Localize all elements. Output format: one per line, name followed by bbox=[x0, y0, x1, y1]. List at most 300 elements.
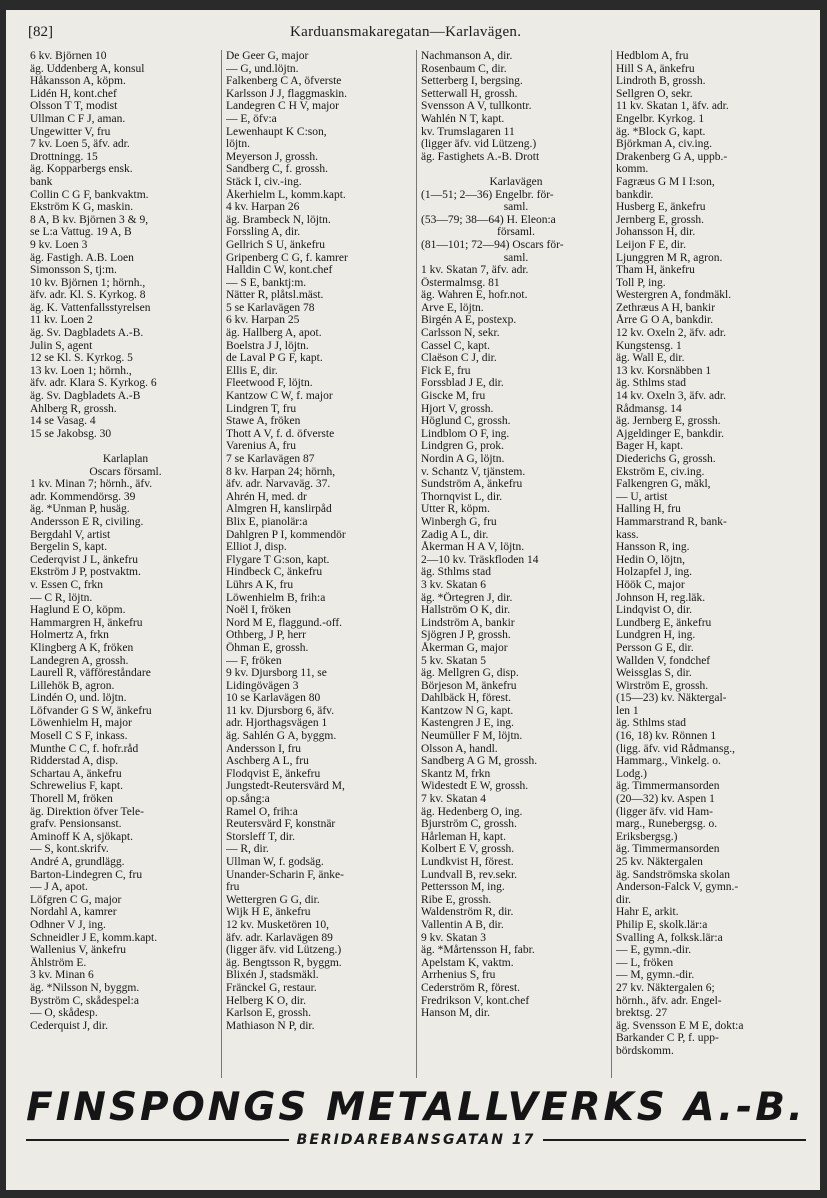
directory-entry: Kantzow N G, kapt. bbox=[421, 704, 514, 717]
directory-entry: saml. bbox=[503, 201, 529, 214]
directory-entry: Engelbr. Kyrkog. 1 bbox=[616, 112, 705, 125]
directory-entry: Lindqvist O, dir. bbox=[616, 604, 693, 617]
directory-entry: hörnh., äfv. adr. Engel- bbox=[616, 994, 722, 1007]
directory-entry: Drakenberg G A, uppb.- bbox=[616, 150, 728, 163]
directory-entry: Aminoff K A, sjökapt. bbox=[30, 830, 133, 843]
directory-entry: Almgren H, kanslirpåd bbox=[226, 503, 332, 516]
directory-entry: Fagræus G M I I:son, bbox=[616, 175, 715, 188]
directory-entry: Ekström K G, maskin. bbox=[30, 201, 134, 214]
directory-entry: Johansson H, dir. bbox=[616, 226, 696, 239]
directory-entry: Lindström A, bankir bbox=[421, 616, 515, 629]
directory-entry: Schrewelius F, kapt. bbox=[30, 780, 123, 793]
directory-entry: Othberg, J P, herr bbox=[226, 629, 306, 642]
directory-entry: äg. Sv. Dagbladets A.-B bbox=[30, 390, 141, 403]
directory-entry: — S E, banktj:m. bbox=[226, 276, 307, 289]
directory-entry: Storsleff T, dir. bbox=[226, 830, 295, 843]
directory-entry: 6 kv. Björnen 10 bbox=[30, 50, 107, 62]
directory-entry: Fick E, fru bbox=[421, 364, 471, 377]
directory-entry: Ungewitter V, fru bbox=[30, 125, 111, 138]
directory-page bbox=[6, 10, 820, 1190]
directory-entry: 8 A, B kv. Björnen 3 & 9, bbox=[30, 213, 149, 226]
directory-entry: Ribe E, grossh. bbox=[421, 893, 492, 906]
directory-entry: — U, artist bbox=[616, 490, 668, 503]
directory-entry: Philip E, skolk.lär:a bbox=[616, 918, 708, 931]
directory-entry: Karlsson J J, flaggmaskin. bbox=[226, 87, 348, 100]
directory-entry: Ahrén H, med. dr bbox=[226, 490, 307, 503]
directory-entry: (20—32) kv. Aspen 1 bbox=[616, 793, 715, 806]
directory-entry: 3 kv. Minan 6 bbox=[30, 969, 94, 982]
directory-entry: Lundkvist H, förest. bbox=[421, 856, 514, 868]
directory-entry: Cederqvist J L, änkefru bbox=[30, 553, 138, 566]
directory-entry: (16, 18) kv. Rönnen 1 bbox=[616, 730, 717, 743]
directory-entry: Julin S, agent bbox=[30, 339, 93, 352]
directory-entry: Håkansson A, köpm. bbox=[30, 75, 126, 88]
directory-entry: Ekström E, civ.ing. bbox=[616, 465, 705, 478]
directory-entry: äg. Jernberg E, grossh. bbox=[616, 415, 721, 428]
directory-entry: Hårleman H, kapt. bbox=[421, 830, 506, 843]
directory-entry: 6 kv. Harpan 25 bbox=[226, 314, 300, 327]
directory-entry: Birgén A E, postexp. bbox=[421, 314, 517, 327]
directory-entry: äg. Sv. Dagbladets A.-B. bbox=[30, 327, 144, 340]
directory-column-2 bbox=[221, 50, 416, 1078]
directory-entry: 25 kv. Näktergalen bbox=[616, 856, 703, 868]
directory-entry: Laurell R, väfföreståndare bbox=[30, 667, 151, 680]
directory-entry: Cassel C, kapt. bbox=[421, 339, 490, 352]
advertisement-name: FINSPONGS METALLVERKS A.-B. bbox=[26, 1085, 806, 1130]
directory-entry: Zadig A L, dir. bbox=[421, 528, 489, 541]
directory-entry: Lidén H, kont.chef bbox=[30, 87, 117, 100]
directory-entry: Löfgren C G, major bbox=[30, 893, 122, 906]
directory-entry: Björkman A, civ.ing. bbox=[616, 138, 713, 151]
directory-entry: äg. Hedenberg O, ing. bbox=[421, 805, 523, 818]
directory-entry: Hindbeck C, änkefru bbox=[226, 566, 323, 579]
directory-entry: Thorell M, fröken bbox=[30, 793, 113, 806]
directory-entry: Blix E, pianolär:a bbox=[226, 515, 308, 528]
directory-entry: (53—79; 38—64) H. Eleon:a bbox=[421, 213, 556, 226]
directory-entry: Hammarg., Vinkelg. o. bbox=[616, 755, 721, 768]
directory-entry: — S, kont.skrifv. bbox=[30, 843, 109, 856]
directory-entry: Ellis E, dir. bbox=[226, 364, 278, 377]
directory-entry: Hanson M, dir. bbox=[421, 1007, 490, 1020]
directory-entry: äg. *Örtegren J, dir. bbox=[421, 591, 513, 604]
directory-entry: Wallenius V, änkefru bbox=[30, 944, 127, 957]
directory-entry: 27 kv. Näktergalen 6; bbox=[616, 981, 715, 994]
directory-entry: Thornqvist L, dir. bbox=[421, 490, 503, 503]
directory-entry: Munthe C C, f. hofr.råd bbox=[30, 742, 139, 755]
directory-entry: Ekström J P, postvaktm. bbox=[30, 566, 141, 579]
directory-entry: 12 kv. Musketören 10, bbox=[226, 918, 330, 931]
directory-entry: Widestedt E W, grossh. bbox=[421, 780, 529, 793]
directory-entry: (1—51; 2—36) Engelbr. för- bbox=[421, 188, 554, 201]
directory-entry: Olsson A, handl. bbox=[421, 742, 498, 755]
directory-entry: Cederquist J, dir. bbox=[30, 1019, 108, 1032]
directory-entry: Odhner V J, ing. bbox=[30, 918, 106, 931]
directory-entry: äg. Wahren E, hofr.not. bbox=[421, 289, 528, 302]
directory-entry: äfv. adr. Karlavägen 89 bbox=[226, 931, 333, 944]
directory-entry: Meyerson J, grossh. bbox=[226, 150, 318, 163]
directory-entry: Varenius A, fru bbox=[226, 440, 296, 453]
directory-entry: Nätter R, plåtsl.mäst. bbox=[226, 289, 324, 302]
directory-entry: Fleetwood F, löjtn. bbox=[226, 377, 313, 390]
directory-entry: Simonsson S, tj:m. bbox=[30, 264, 117, 277]
directory-entry: Falkenberg C A, öfverste bbox=[226, 75, 342, 88]
directory-entry: len 1 bbox=[616, 704, 639, 717]
directory-entry: Ramel O, frih:a bbox=[226, 805, 298, 818]
directory-entry: äg. Sthlms stad bbox=[616, 377, 686, 390]
directory-entry: Barton-Lindegren C, fru bbox=[30, 868, 143, 881]
directory-entry: Dahlgren P I, kommendör bbox=[226, 528, 346, 541]
directory-entry: Ljunggren M R, agron. bbox=[616, 251, 723, 264]
directory-entry: Halling H, fru bbox=[616, 503, 681, 516]
directory-entry: — E, gymn.-dir. bbox=[616, 944, 692, 957]
directory-entry: 12 kv. Oxeln 2, äfv. adr. bbox=[616, 327, 726, 340]
directory-entry: 7 se Karlavägen 87 bbox=[226, 453, 315, 465]
directory-entry: Andersson E R, civiling. bbox=[30, 515, 144, 528]
directory-entry: äfv. adr. Narvaväg. 37. bbox=[226, 478, 331, 491]
directory-entry: Bager H, kapt. bbox=[616, 440, 684, 453]
directory-entry: Nord M E, flaggund.-off. bbox=[226, 616, 343, 629]
directory-entry: 13 kv. Loen 1; hörnh., bbox=[30, 364, 132, 377]
directory-entry: Nordin A G, löjtn. bbox=[421, 453, 505, 465]
directory-entry: Hammargren H, änkefru bbox=[30, 616, 143, 629]
directory-entry: Hansson R, ing. bbox=[616, 541, 690, 554]
directory-entry: — M, gymn.-dir. bbox=[616, 969, 695, 982]
directory-entry: äg. Sahlén G A, byggm. bbox=[226, 730, 337, 743]
directory-entry: Lundgren H, ing. bbox=[616, 629, 696, 642]
directory-entry: (ligger äfv. vid Ham- bbox=[616, 805, 713, 818]
directory-entry: Winbergh G, fru bbox=[421, 515, 497, 528]
directory-entry: Hammarstrand R, bank- bbox=[616, 515, 727, 528]
directory-entry: äg. Sthlms stad bbox=[616, 717, 686, 730]
directory-entry: Lindgren G, prok. bbox=[421, 440, 505, 453]
directory-entry: Schneidler J E, komm.kapt. bbox=[30, 931, 158, 944]
directory-entry: Elliot J, disp. bbox=[226, 541, 287, 554]
directory-entry: Bjurström C, grossh. bbox=[421, 818, 517, 831]
directory-entry: Bergdahl V, artist bbox=[30, 528, 111, 541]
directory-entry: Wallden V, fondchef bbox=[616, 654, 711, 667]
directory-entry: Jungstedt-Reutersvärd M, bbox=[226, 780, 345, 793]
directory-entry: Lodg.) bbox=[616, 767, 647, 780]
directory-entry: Lindén O, und. löjtn. bbox=[30, 692, 127, 705]
advertisement bbox=[26, 1086, 806, 1178]
directory-entry: Diederichs G, grossh. bbox=[616, 453, 716, 465]
directory-entry: v. Schantz V, tjänstem. bbox=[421, 465, 526, 478]
directory-entry: Klingberg A K, fröken bbox=[30, 641, 134, 654]
directory-entry: Anderson-Falck V, gymn.- bbox=[616, 881, 739, 894]
directory-entry: Lindroth B, grossh. bbox=[616, 75, 706, 88]
directory-entry: Falkengren G, mäkl, bbox=[616, 478, 711, 491]
directory-entry: Svalling A, folksk.lär:a bbox=[616, 931, 723, 944]
directory-entry: 10 kv. Björnen 1; hörnh., bbox=[30, 276, 146, 289]
directory-entry: Karlavägen bbox=[489, 175, 543, 188]
directory-entry: Dahlbäck H, förest. bbox=[421, 692, 512, 705]
directory-entry: Wettergren G G, dir. bbox=[226, 893, 320, 906]
directory-entry: Ullman C F J, aman. bbox=[30, 112, 126, 125]
directory-entry: Holzapfel J, ing. bbox=[616, 566, 693, 579]
directory-entry: komm. bbox=[616, 163, 649, 176]
directory-entry: bank bbox=[30, 175, 53, 188]
directory-entry: Kolbert E V, grossh. bbox=[421, 843, 515, 856]
directory-entry: Claëson C J, dir. bbox=[421, 352, 497, 365]
directory-entry: äg. Hallberg A, apot. bbox=[226, 327, 322, 340]
directory-entry: brektsg. 27 bbox=[616, 1007, 668, 1020]
directory-entry: Holmertz A, frkn bbox=[30, 629, 109, 642]
directory-entry: Lundberg E, änkefru bbox=[616, 616, 712, 629]
directory-entry: v. Essen C, frkn bbox=[30, 578, 104, 591]
directory-entry: op.sång:a bbox=[226, 793, 270, 806]
directory-entry: Rådmansg. 14 bbox=[616, 402, 682, 415]
directory-entry: kv. Trumslagaren 11 bbox=[421, 125, 515, 138]
directory-entry: Nordahl A, kamrer bbox=[30, 906, 117, 919]
directory-entry: Stawe A, fröken bbox=[226, 415, 301, 428]
page-header bbox=[28, 24, 804, 46]
directory-entry: Neumüller F M, löjtn. bbox=[421, 730, 523, 743]
directory-entry: äg. Direktion öfver Tele- bbox=[30, 805, 144, 818]
page-number: [82] bbox=[28, 24, 53, 40]
advertisement-address: BERIDAREBANSGATAN 17 bbox=[296, 1132, 536, 1148]
directory-entry: — E, öfv:a bbox=[226, 112, 277, 125]
directory-entry: Kastengren J E, ing. bbox=[421, 717, 514, 730]
directory-entry: äg. Fastigh. A.B. Loen bbox=[30, 251, 134, 264]
directory-entry: bördskomm. bbox=[616, 1044, 674, 1057]
directory-entry: äg. *Block G, kapt. bbox=[616, 125, 706, 138]
directory-entry: Landegren A, grossh. bbox=[30, 654, 129, 667]
directory-entry: Kungstensg. 1 bbox=[616, 339, 682, 352]
directory-entry: Byström C, skådespel:a bbox=[30, 994, 139, 1007]
directory-entry: Helberg K O, dir. bbox=[226, 994, 306, 1007]
directory-entry: Skantz M, frkn bbox=[421, 767, 491, 780]
directory-entry: bankdir. bbox=[616, 188, 654, 201]
directory-entry: (15—23) kv. Näktergal- bbox=[616, 692, 727, 705]
directory-entry: Lindblom O F, ing. bbox=[421, 427, 510, 440]
directory-entry: äg. Sandströmska skolan bbox=[616, 868, 731, 881]
directory-entry: saml. bbox=[503, 251, 529, 264]
directory-entry: Waldenström R, dir. bbox=[421, 906, 514, 919]
directory-entry: Zethræus A H, bankir bbox=[616, 301, 716, 314]
directory-entry: Höglund C, grossh. bbox=[421, 415, 511, 428]
directory-entry: Löfvander G S W, änkefru bbox=[30, 704, 152, 717]
directory-entry: 10 se Karlavägen 80 bbox=[226, 692, 321, 705]
directory-entry: André A, grundlägg. bbox=[30, 856, 125, 868]
directory-entry: Persson G E, dir. bbox=[616, 641, 694, 654]
directory-entry: Leijon F E, dir. bbox=[616, 238, 686, 251]
directory-entry: Årre G O A, bankdir. bbox=[616, 314, 714, 327]
directory-entry: Nachmanson A, dir. bbox=[421, 50, 513, 62]
directory-entry: 1 kv. Minan 7; hörnh., äfv. bbox=[30, 478, 153, 491]
directory-entry: äg. Mellgren G, disp. bbox=[421, 667, 519, 680]
directory-entry: 8 kv. Harpan 24; hörnh, bbox=[226, 465, 336, 478]
directory-entry: Ählström E. bbox=[30, 956, 87, 969]
rule-line-right bbox=[543, 1139, 806, 1141]
directory-entry: Fränckel G, restaur. bbox=[226, 981, 317, 994]
directory-entry: Carlsson N, sekr. bbox=[421, 327, 500, 340]
directory-entry: 13 kv. Korsnäbben 1 bbox=[616, 364, 712, 377]
directory-entry: Stäck I, civ.-ing. bbox=[226, 175, 302, 188]
directory-entry: Unander-Scharin F, änke- bbox=[226, 868, 344, 881]
directory-entry: Karlson E, grossh. bbox=[226, 1007, 311, 1020]
directory-entry: Noël I, fröken bbox=[226, 604, 291, 617]
directory-column-3 bbox=[416, 50, 611, 1078]
directory-entry: Arve E, löjtn. bbox=[421, 301, 484, 314]
directory-entry: äg. Bengtsson R, byggm. bbox=[226, 956, 342, 969]
directory-entry: Löwenhielm H, major bbox=[30, 717, 132, 730]
directory-entry: adr. Kommendörsg. 39 bbox=[30, 490, 136, 503]
directory-entry: — G, und.löjtn. bbox=[226, 62, 299, 75]
directory-entry: Forssblad J E, dir. bbox=[421, 377, 504, 390]
directory-entry: Westergren A, fondmäkl. bbox=[616, 289, 732, 302]
directory-entry: Apelstam K, vaktm. bbox=[421, 956, 514, 969]
directory-columns bbox=[26, 50, 806, 1078]
directory-entry: 9 kv. Loen 3 bbox=[30, 238, 88, 251]
directory-entry: Wirström E, grossh. bbox=[616, 679, 709, 692]
directory-entry: Landegren C H V, major bbox=[226, 100, 339, 113]
directory-entry: 15 se Jakobsg. 30 bbox=[30, 427, 112, 440]
directory-entry: se L:a Vattug. 19 A, B bbox=[30, 226, 132, 239]
directory-entry: Flygare T G:son, kapt. bbox=[226, 553, 330, 566]
directory-entry: Höök C, major bbox=[616, 578, 685, 591]
directory-entry: församl. bbox=[496, 226, 535, 239]
directory-entry: 14 kv. Oxeln 3, äfv. adr. bbox=[616, 390, 726, 403]
directory-entry: Andersson I, fru bbox=[226, 742, 302, 755]
directory-entry: (ligg. äfv. vid Rådmansg., bbox=[616, 742, 736, 755]
directory-entry: Reutersvärd F, konstnär bbox=[226, 818, 336, 831]
directory-entry: Halldin C W, kont.chef bbox=[226, 264, 333, 277]
directory-entry: Sandberg C, f. grossh. bbox=[226, 163, 329, 176]
directory-entry: Sjögren J P, grossh. bbox=[421, 629, 511, 642]
directory-entry: Sundström A, änkefru bbox=[421, 478, 523, 491]
directory-entry: Lindgren T, fru bbox=[226, 402, 297, 415]
directory-entry: Börjeson M, änkefru bbox=[421, 679, 517, 692]
rule-line-left bbox=[26, 1139, 289, 1141]
directory-entry: Olsson T T, modist bbox=[30, 100, 118, 113]
directory-entry: äg. Wall E, dir. bbox=[616, 352, 685, 365]
directory-entry: Flodqvist E, änkefru bbox=[226, 767, 321, 780]
directory-entry: Bergelin S, kapt. bbox=[30, 541, 108, 554]
directory-entry: Ahlberg R, grossh. bbox=[30, 402, 117, 415]
directory-entry: äfv. adr. Kl. S. Kyrkog. 8 bbox=[30, 289, 146, 302]
directory-entry bbox=[421, 163, 611, 176]
directory-entry: Ullman W, f. godsäg. bbox=[226, 856, 324, 868]
directory-entry bbox=[30, 440, 221, 453]
directory-entry: — O, skådesp. bbox=[30, 1007, 98, 1020]
directory-entry: Mosell C S F, inkass. bbox=[30, 730, 128, 743]
running-title: Karduansmakaregatan—Karlavägen. bbox=[290, 24, 522, 40]
directory-entry: Åkerman H A V, löjtn. bbox=[421, 541, 525, 554]
directory-entry: äg. Fastighets A.-B. Drott bbox=[421, 150, 540, 163]
directory-entry: Hill S A, änkefru bbox=[616, 62, 695, 75]
directory-entry: adr. Hjorthagsvägen 1 bbox=[226, 717, 328, 730]
directory-entry: Arrhenius S, fru bbox=[421, 969, 496, 982]
directory-entry: Haglund E O, köpm. bbox=[30, 604, 126, 617]
directory-entry: Vallentin A B, dir. bbox=[421, 918, 504, 931]
directory-entry: Collin C G F, bankvaktm. bbox=[30, 188, 149, 201]
directory-entry: Öhman E, grossh. bbox=[226, 641, 309, 654]
directory-entry: Östermalmsg. 81 bbox=[421, 276, 500, 289]
directory-entry: (ligger äfv. vid Lützeng.) bbox=[421, 138, 537, 151]
directory-entry: 7 kv. Loen 5, äfv. adr. bbox=[30, 138, 130, 151]
directory-entry: Hedin O, löjtn, bbox=[616, 553, 685, 566]
directory-entry: Johnson H, reg.läk. bbox=[616, 591, 706, 604]
directory-entry: dir. bbox=[616, 893, 632, 906]
directory-entry: Gripenberg C G, f. kamrer bbox=[226, 251, 348, 264]
directory-entry: — F, fröken bbox=[226, 654, 282, 667]
directory-entry: 11 kv. Loen 2 bbox=[30, 314, 93, 327]
directory-entry: Lundvall B, rev.sekr. bbox=[421, 868, 518, 881]
directory-entry: löjtn. bbox=[226, 138, 250, 151]
directory-entry: 5 kv. Skatan 5 bbox=[421, 654, 487, 667]
directory-entry: Lidingövägen 3 bbox=[226, 679, 299, 692]
directory-entry: äg. Sthlms stad bbox=[421, 566, 491, 579]
directory-entry: Blixén J, stadsmäkl. bbox=[226, 969, 319, 982]
directory-entry: Gellrich S U, änkefru bbox=[226, 238, 325, 251]
directory-entry: 9 kv. Skatan 3 bbox=[421, 931, 487, 944]
directory-entry: Setterwall H, grossh. bbox=[421, 87, 518, 100]
directory-entry: Åkerhielm L, komm.kapt. bbox=[226, 188, 346, 201]
directory-entry: Utter R, köpm. bbox=[421, 503, 490, 516]
directory-entry: 14 se Vasag. 4 bbox=[30, 415, 96, 428]
directory-entry: Hjort V, grossh. bbox=[421, 402, 494, 415]
directory-entry: Kantzow C W, f. major bbox=[226, 390, 333, 403]
directory-entry: äg. Timmermansorden bbox=[616, 780, 720, 793]
directory-entry: Lillehök B, agron. bbox=[30, 679, 115, 692]
directory-entry: — J A, apot. bbox=[30, 881, 88, 894]
directory-entry: Hedblom A, fru bbox=[616, 50, 689, 62]
directory-entry: äfv. adr. Klara S. Kyrkog. 6 bbox=[30, 377, 157, 390]
directory-entry: äg. *Mårtensson H, fabr. bbox=[421, 944, 535, 957]
directory-entry: 11 kv. Skatan 1, äfv. adr. bbox=[616, 100, 729, 113]
directory-entry: Hallström O K, dir. bbox=[421, 604, 511, 617]
directory-entry: kass. bbox=[616, 528, 639, 541]
directory-entry: Schartau A, änkefru bbox=[30, 767, 122, 780]
directory-entry: 9 kv. Djursborg 11, se bbox=[226, 667, 327, 680]
directory-entry: Wahlén N T, kapt. bbox=[421, 112, 505, 125]
directory-entry: Wijk H E, änkefru bbox=[226, 906, 311, 919]
directory-column-4 bbox=[611, 50, 806, 1078]
directory-entry: Åkerman G, major bbox=[421, 641, 508, 654]
directory-entry: — C R, löjtn. bbox=[30, 591, 93, 604]
directory-entry: Jernberg E, grossh. bbox=[616, 213, 704, 226]
directory-entry: Lewenhaupt K C:son, bbox=[226, 125, 327, 138]
directory-entry: fru bbox=[226, 881, 240, 894]
directory-entry: 11 kv. Djursborg 6, äfv. bbox=[226, 704, 335, 717]
directory-entry: Löwenhielm B, frih:a bbox=[226, 591, 326, 604]
directory-entry: Sandberg A G M, grossh. bbox=[421, 755, 538, 768]
directory-entry: Karlaplan bbox=[102, 453, 149, 465]
directory-entry: Sellgren O, sekr. bbox=[616, 87, 693, 100]
directory-entry: — L, fröken bbox=[616, 956, 674, 969]
directory-entry: Forssling A, dir. bbox=[226, 226, 301, 239]
directory-entry: 7 kv. Skatan 4 bbox=[421, 793, 487, 806]
directory-entry: Boelstra J J, löjtn. bbox=[226, 339, 309, 352]
directory-entry: äg. Kopparbergs ensk. bbox=[30, 163, 133, 176]
directory-entry: Oscars församl. bbox=[89, 465, 162, 478]
directory-entry: 4 kv. Harpan 26 bbox=[226, 201, 300, 214]
directory-entry: Weissglas S, dir. bbox=[616, 667, 692, 680]
directory-entry: (81—101; 72—94) Oscars för- bbox=[421, 238, 564, 251]
advertisement-rule bbox=[26, 1132, 806, 1148]
directory-entry: Tham H, änkefru bbox=[616, 264, 695, 277]
directory-entry: äg. Timmermansorden bbox=[616, 843, 720, 856]
directory-entry: marg., Runebergsg. o. bbox=[616, 818, 718, 831]
directory-entry: Husberg E, änkefru bbox=[616, 201, 706, 214]
directory-entry: Cederström R, förest. bbox=[421, 981, 521, 994]
directory-entry: Setterberg I, bergsing. bbox=[421, 75, 523, 88]
directory-entry: 1 kv. Skatan 7, äfv. adr. bbox=[421, 264, 529, 277]
directory-entry: Lührs A K, fru bbox=[226, 578, 294, 591]
directory-entry: äg. *Unman P, husäg. bbox=[30, 503, 130, 516]
directory-entry: 12 se Kl. S. Kyrkog. 5 bbox=[30, 352, 133, 365]
directory-entry: 5 se Karlavägen 78 bbox=[226, 301, 315, 314]
